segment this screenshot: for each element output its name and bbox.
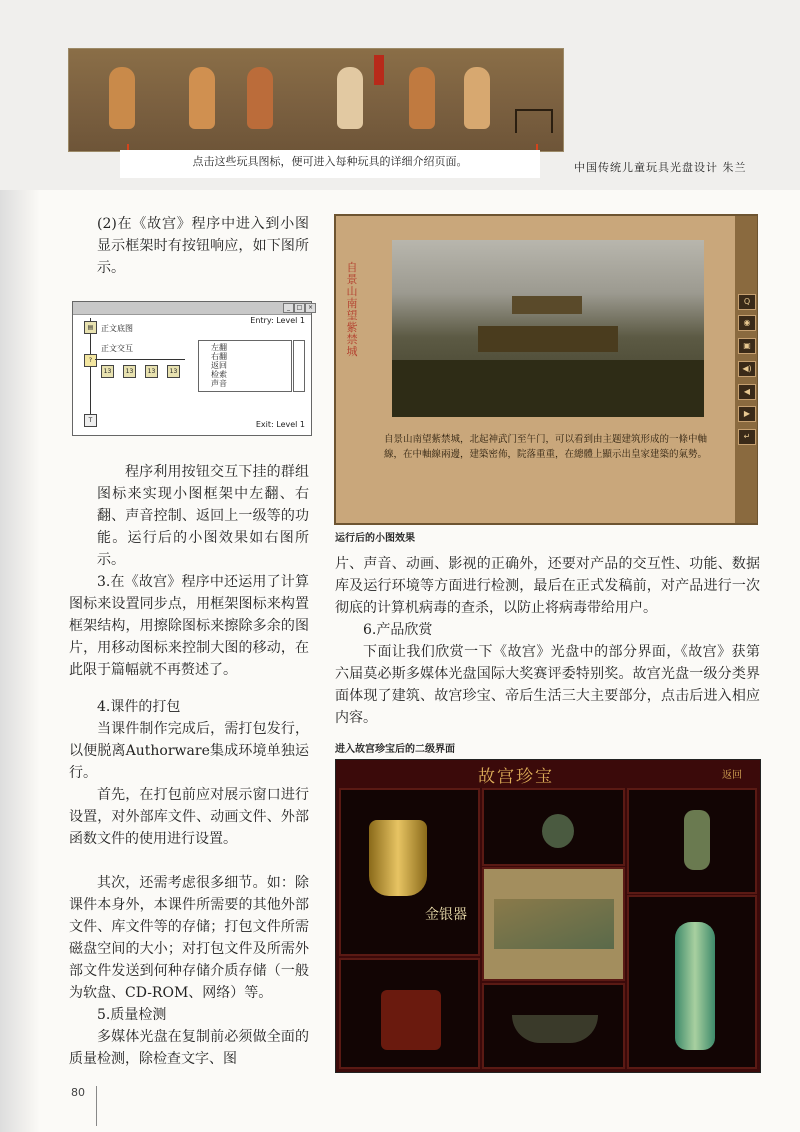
banner-caption: 点击这些玩具图标，便可进入每种玩具的详细介绍页面。 bbox=[192, 155, 468, 168]
group-icon[interactable]: 13 bbox=[167, 365, 180, 378]
gallery-caption: 进入故宫珍宝后的二级界面 bbox=[335, 744, 455, 755]
option-item[interactable]: 返回 bbox=[211, 361, 227, 370]
node-label-base: 正文底图 bbox=[101, 324, 133, 333]
node-label-interaction: 正文交互 bbox=[101, 344, 133, 353]
option-item[interactable]: 检索 bbox=[211, 370, 227, 379]
painting-cell[interactable] bbox=[482, 867, 625, 981]
child-figure bbox=[189, 67, 215, 129]
heading-4: 4.课件的打包 bbox=[97, 699, 181, 715]
child-figure bbox=[247, 67, 273, 129]
small-table bbox=[515, 109, 553, 133]
painting-scene bbox=[494, 899, 614, 949]
display-icon[interactable]: ▤ bbox=[84, 321, 97, 334]
paragraph-2: 程序利用按钮交互下挂的群组图标来实现小图框架中左翻、右翻、声音控制、返回上一级等的功能。运行后的小图效果如右图所示。 bbox=[97, 464, 309, 568]
scrollbar[interactable] bbox=[293, 340, 305, 392]
red-knot-toy bbox=[374, 55, 384, 85]
group-icon[interactable]: 13 bbox=[123, 365, 136, 378]
children-toys-banner-image bbox=[68, 48, 564, 152]
options-list bbox=[198, 340, 292, 392]
child-figure bbox=[409, 67, 435, 129]
flowline-window bbox=[72, 301, 312, 436]
window-titlebar bbox=[73, 302, 311, 315]
group-icon[interactable]: 13 bbox=[101, 365, 114, 378]
lacquer-box bbox=[381, 990, 441, 1050]
roof-shape bbox=[478, 326, 618, 352]
paragraph-3: 3.在《故宫》程序中还运用了计算图标来设置同步点，用框架图标来构置框架结构，用擦除图标来擦除多余的图片，用移动图标来控制大图的移动，在此限于篇幅就不再赘述了。 bbox=[69, 574, 309, 678]
sound-icon[interactable]: ◀) bbox=[738, 361, 756, 377]
palace-photo bbox=[392, 240, 704, 417]
incense-burner-cell[interactable] bbox=[482, 788, 625, 866]
jade-carving bbox=[684, 810, 710, 870]
paragraph-7: 多媒体光盘在复制前必须做全面的质量检测，除检查文字、图 bbox=[69, 1029, 309, 1067]
back-button[interactable]: 返回 bbox=[722, 770, 742, 781]
end-icon: T bbox=[84, 414, 97, 427]
running-header: 中国传统儿童玩具光盘设计 朱兰 bbox=[574, 161, 747, 174]
jade-cell[interactable] bbox=[627, 788, 757, 894]
bronze-vessel bbox=[512, 1015, 598, 1043]
child-figure bbox=[109, 67, 135, 129]
gallery-title: 故宫珍宝 bbox=[478, 767, 554, 787]
page-number: 80 bbox=[71, 1086, 85, 1099]
minimize-icon[interactable]: _ bbox=[283, 303, 294, 313]
search-icon[interactable]: Q bbox=[738, 294, 756, 310]
palace-caption: 运行后的小图效果 bbox=[335, 533, 415, 544]
paragraph-1: (2)在《故宫》程序中进入到小图显示框架时有按钮响应，如下图所示。 bbox=[97, 216, 309, 276]
gold-silver-cell[interactable] bbox=[339, 788, 480, 956]
close-icon[interactable]: × bbox=[305, 303, 316, 313]
palace-vertical-title: 自景山南望紫禁城 bbox=[346, 261, 358, 358]
heading-5: 5.质量检测 bbox=[97, 1007, 167, 1023]
group-icon[interactable]: 13 bbox=[145, 365, 158, 378]
prev-icon[interactable]: ◀ bbox=[738, 384, 756, 400]
gold-silver-label: 金银器 bbox=[425, 907, 467, 923]
child-figure bbox=[464, 67, 490, 129]
porcelain-cell[interactable] bbox=[627, 895, 757, 1069]
return-icon[interactable]: ↵ bbox=[738, 429, 756, 445]
paragraph-4: 当课件制作完成后，需打包发行，以便脱离Authorware集成环境单独运行。 bbox=[69, 721, 309, 781]
paragraph-5: 首先，在打包前应对展示窗口进行设置，对外部库文件、动画文件、外部函数文件的使用进行设置。 bbox=[69, 787, 309, 847]
roof-shape bbox=[512, 296, 582, 314]
next-icon[interactable]: ▶ bbox=[738, 406, 756, 422]
exit-level-label: Exit: Level 1 bbox=[255, 420, 305, 429]
trees bbox=[392, 360, 704, 417]
entry-level-label: Entry: Level 1 bbox=[250, 316, 305, 325]
frame-icon[interactable]: ▣ bbox=[738, 338, 756, 354]
branch-line bbox=[95, 359, 185, 360]
incense-burner bbox=[542, 814, 574, 848]
porcelain-vase bbox=[675, 922, 715, 1050]
heading-6: 6.产品欣赏 bbox=[363, 622, 433, 638]
record-icon[interactable]: ◉ bbox=[738, 315, 756, 331]
option-item[interactable]: 右翻 bbox=[211, 352, 227, 361]
gold-cup bbox=[369, 820, 427, 896]
maximize-icon[interactable]: □ bbox=[294, 303, 305, 313]
palace-description: 自景山南望紫禁城，北起神武门至午门，可以看到由主题建筑形成的一條中軸線，在中軸線兩邊，建築密佈，院落重重，在總體上顯示出皇家建築的氣勢。 bbox=[384, 434, 708, 460]
lacquer-cell[interactable] bbox=[339, 958, 480, 1069]
flowline bbox=[90, 318, 91, 426]
right-paragraph-1: 片、声音、动画、影视的正确外，还要对产品的交互性、功能、数据库及运行环境等方面进行检测，最后在正式发稿前，对产品进行一次彻底的计算机病毒的查杀，以防止将病毒带给用户。 bbox=[335, 556, 760, 616]
right-paragraph-2: 下面让我们欣赏一下《故宫》光盘中的部分界面，《故宫》获第六届莫必斯多媒体光盘国际大奖赛评委特别奖。故宫光盘一级分类界面体现了建筑、故宫珍宝、帝后生活三大主要部分，点击后进入相应内容。 bbox=[335, 644, 760, 726]
interaction-icon[interactable]: ? bbox=[84, 354, 97, 367]
option-item[interactable]: 声音 bbox=[211, 379, 227, 388]
bronze-cell[interactable] bbox=[482, 983, 625, 1069]
footer-rule bbox=[96, 1086, 97, 1126]
child-figure bbox=[337, 67, 363, 129]
paragraph-6: 其次，还需考虑很多细节。如：除课件本身外，本课件所需要的其他外部文件、库文件等的存储；打包文件所需磁盘空间的大小；对打包文件及所需外部文件发送到何种存储介质存储（一般为软盘、CD-ROM、网络）等。 bbox=[69, 875, 309, 1001]
option-item[interactable]: 左翻 bbox=[211, 343, 227, 352]
